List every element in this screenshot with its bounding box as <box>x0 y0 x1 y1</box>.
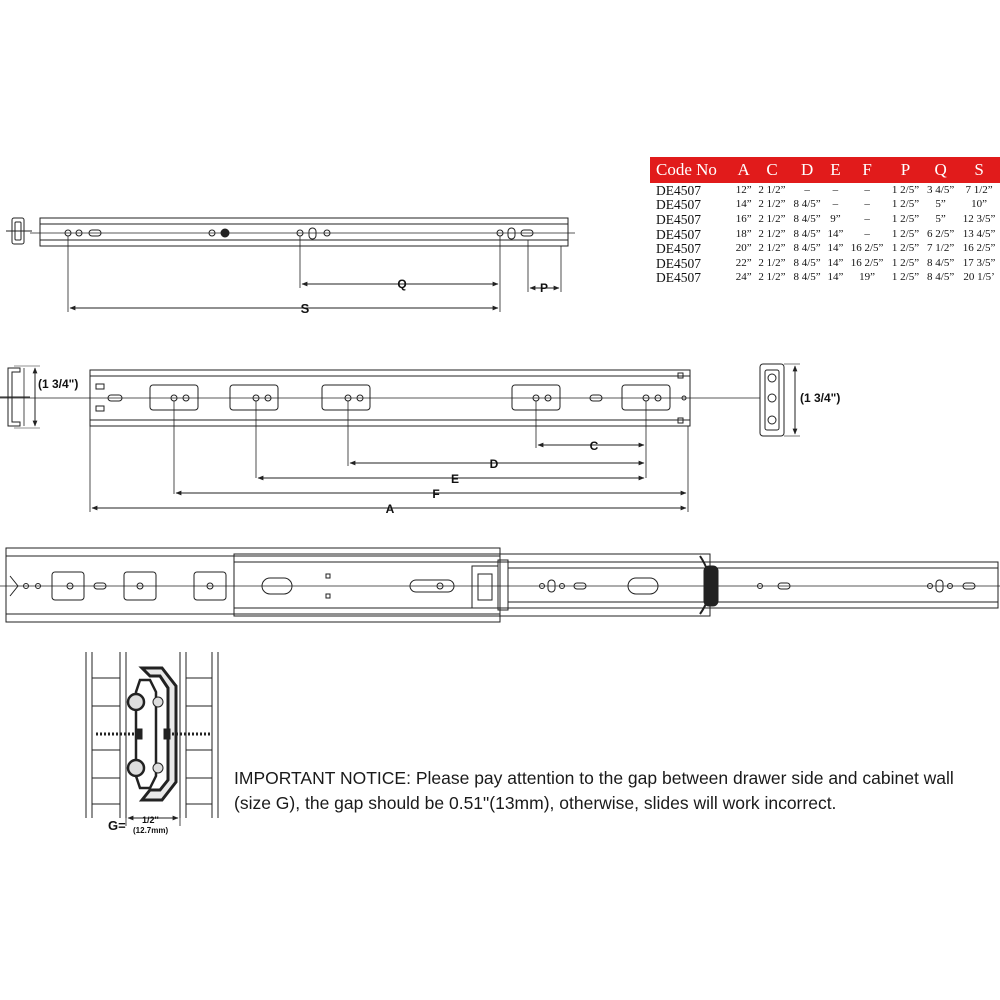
table-cell: – <box>804 183 810 196</box>
gap-mm-label: (12.7mm) <box>133 826 169 835</box>
table-cell: 22” <box>735 256 752 269</box>
table-cell: 16” <box>735 212 752 225</box>
table-cell: 2 1/2” <box>758 256 786 269</box>
table-cell: 1 2/5” <box>891 256 920 269</box>
col-header: C <box>754 157 789 183</box>
table-cell: 14” <box>827 271 844 284</box>
table-cell: 8 4/5” <box>927 271 955 284</box>
height-label-right: (1 3/4") <box>800 391 841 405</box>
table-cell: 8 4/5” <box>793 198 821 211</box>
top-slide-end-profile <box>6 218 32 244</box>
table-cell: 24” <box>735 271 752 284</box>
dim-p-label: P <box>539 281 549 295</box>
col-header: Q <box>923 157 958 183</box>
table-cell: – <box>864 183 870 196</box>
table-cell: 10” <box>971 198 988 211</box>
table-cell: 8 4/5” <box>793 242 821 255</box>
left-end-profile <box>0 368 30 426</box>
middle-slide-view <box>0 364 800 512</box>
dim-e-label: E <box>450 472 460 486</box>
inner-member <box>508 562 998 608</box>
table-cell: 14” <box>827 227 844 240</box>
table-cell: 2 1/2” <box>758 242 786 255</box>
table-cell: 14” <box>735 198 752 211</box>
col-header: S <box>958 157 1000 183</box>
table-cell: 13 4/5” <box>962 227 996 240</box>
height-label-left: (1 3/4") <box>38 377 79 391</box>
table-header-row <box>650 157 1000 183</box>
table-row <box>650 241 1000 256</box>
table-cell: DE4507 <box>656 211 701 227</box>
table-cell: 8 4/5” <box>793 256 821 269</box>
table-cell: 2 1/2” <box>758 198 786 211</box>
table-cell: 1 2/5” <box>891 242 920 255</box>
dimension-q <box>302 277 498 291</box>
table-cell: 14” <box>827 242 844 255</box>
col-header: F <box>846 157 888 183</box>
table-cell: DE4507 <box>656 197 701 213</box>
table-cell: – <box>832 183 839 196</box>
gap-inch-label: 1/2'' <box>142 815 159 825</box>
table-cell: DE4507 <box>656 241 701 257</box>
top-slide-view <box>6 218 575 312</box>
table-cell: 2 1/2” <box>758 227 786 240</box>
right-end-profile <box>760 364 784 436</box>
table-cell: 14” <box>827 256 844 269</box>
dimension-e <box>258 472 644 486</box>
dimension-p <box>530 281 559 295</box>
table-cell: 20” <box>735 242 752 255</box>
table-cell: 1 2/5” <box>891 271 920 284</box>
table-cell: DE4507 <box>656 270 701 286</box>
table-cell: 1 2/5” <box>891 227 920 240</box>
table-cell: 8 4/5” <box>793 271 821 284</box>
outer-member <box>6 548 500 622</box>
table-cell: 20 1/5’ <box>963 271 995 284</box>
table-cell: 7 1/2” <box>965 183 993 196</box>
col-header: Code No <box>650 157 733 183</box>
table-cell: 2 1/2” <box>758 271 786 284</box>
table-cell: – <box>864 227 870 240</box>
table-cell: DE4507 <box>656 226 701 242</box>
table-row <box>650 271 1000 286</box>
table-cell: 17 3/5” <box>962 256 996 269</box>
table-cell: – <box>864 198 870 211</box>
table-cell: 3 4/5” <box>927 183 955 196</box>
table-cell: 16 2/5” <box>850 256 884 269</box>
dim-a-label: A <box>385 502 395 516</box>
table-row <box>650 256 1000 271</box>
table-cell: 2 1/2” <box>758 183 786 196</box>
table-cell: 8 4/5” <box>793 227 821 240</box>
cross-section-view <box>86 652 218 826</box>
table-cell: 5” <box>935 212 946 225</box>
col-header: E <box>825 157 847 183</box>
table-cell: 9” <box>830 212 841 225</box>
table-cell: 6 2/5” <box>927 227 955 240</box>
dimension-d <box>350 457 644 471</box>
table-cell: 12” <box>735 183 752 196</box>
table-row <box>650 212 1000 227</box>
dim-f-label: F <box>432 487 440 501</box>
table-row <box>650 227 1000 242</box>
dim-s-label: S <box>300 301 310 316</box>
dim-q-label: Q <box>397 277 407 291</box>
dimension-f <box>176 487 686 501</box>
dimension-spec-table <box>650 157 1000 285</box>
dimension-a <box>92 502 686 516</box>
table-cell: DE4507 <box>656 255 701 271</box>
dimension-c <box>538 439 644 453</box>
table-cell: 5” <box>935 198 946 211</box>
table-cell: 16 2/5” <box>850 242 884 255</box>
table-cell: – <box>832 198 839 211</box>
dim-c-label: C <box>589 439 599 453</box>
table-cell: 1 2/5” <box>891 183 920 196</box>
dimension-s <box>70 301 498 316</box>
col-header: P <box>888 157 923 183</box>
table-cell: 1 2/5” <box>891 198 920 211</box>
table-cell: 1 2/5” <box>891 212 920 225</box>
table-row <box>650 183 1000 198</box>
table-cell: 16 2/5” <box>962 242 996 255</box>
table-cell: 8 4/5” <box>793 212 821 225</box>
gap-label: G= <box>108 818 126 833</box>
table-cell: DE4507 <box>656 182 701 198</box>
table-cell: 7 1/2” <box>927 242 955 255</box>
table-cell: 19” <box>859 271 875 284</box>
table-cell: 18” <box>735 227 752 240</box>
table-cell: 8 4/5” <box>927 256 955 269</box>
extended-slide-view <box>0 548 1000 622</box>
table-cell: – <box>864 212 870 225</box>
top-slide-rail <box>40 218 568 246</box>
table-row <box>650 198 1000 213</box>
important-notice: IMPORTANT NOTICE: Please pay attention to the gap between drawer side and cabinet wall (size G), the gap should be 0.51"(13mm), otherwise, slides will work incorrect. <box>234 768 954 813</box>
col-header: A <box>733 157 755 183</box>
table-cell: 2 1/2” <box>758 212 786 225</box>
col-header: D <box>790 157 825 183</box>
table-cell: 12 3/5” <box>962 212 996 225</box>
dim-d-label: D <box>489 457 499 471</box>
